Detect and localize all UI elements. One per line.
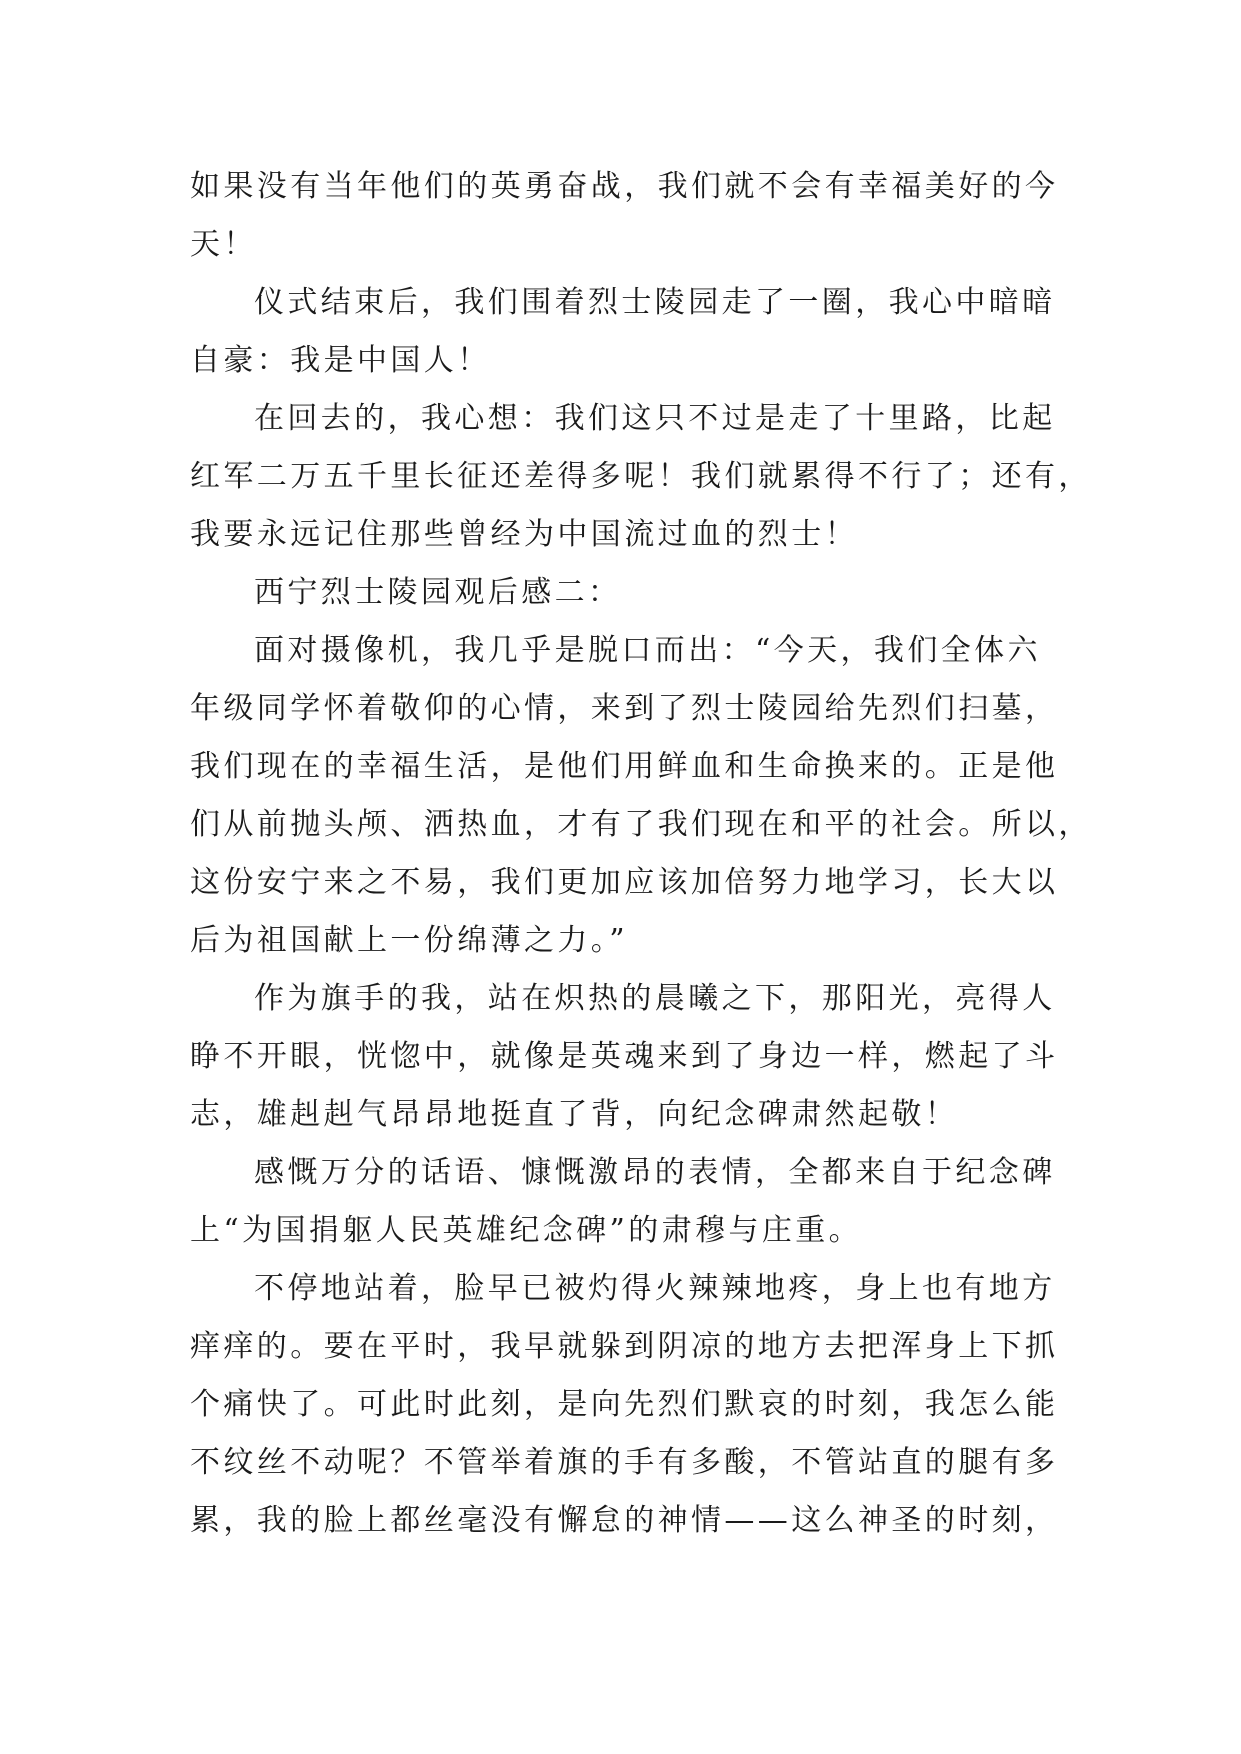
paragraph-start-line: 不停地站着，脸早已被灼得火辣辣地疼，身上也有地方 — [254, 1271, 1056, 1306]
text-line: 个痛快了。可此时此刻，是向先烈们默哀的时刻，我怎么能 — [190, 1387, 1059, 1422]
text-line: 痒痒的。要在平时，我早就躲到阴凉的地方去把浑身上下抓 — [190, 1329, 1059, 1364]
paragraph-start-line: 感慨万分的话语、慷慨激昂的表情，全都来自于纪念碑 — [254, 1155, 1056, 1190]
text-line: 我们现在的幸福生活，是他们用鲜血和生命换来的。正是他 — [190, 749, 1059, 784]
text-line: 志，雄赳赳气昂昂地挺直了背，向纪念碑肃然起敬！ — [190, 1097, 959, 1132]
paragraph-start-line: 面对摄像机，我几乎是脱口而出：“今天，我们全体六 — [254, 633, 1041, 668]
text-line: 累，我的脸上都丝毫没有懈怠的神情——这么神圣的时刻， — [190, 1503, 1059, 1538]
text-line: 如果没有当年他们的英勇奋战，我们就不会有幸福美好的今 — [190, 169, 1059, 204]
text-line: 后为祖国献上一份绵薄之力。” — [190, 923, 628, 958]
text-line: 这份安宁来之不易，我们更加应该加倍努力地学习，长大以 — [190, 865, 1059, 900]
text-line: 睁不开眼，恍惚中，就像是英魂来到了身边一样，燃起了斗 — [190, 1039, 1059, 1074]
text-line: 我要永远记住那些曾经为中国流过血的烈士！ — [190, 517, 858, 552]
text-line: 不纹丝不动呢？不管举着旗的手有多酸，不管站直的腿有多 — [190, 1445, 1059, 1480]
text-line: 年级同学怀着敬仰的心情，来到了烈士陵园给先烈们扫墓， — [190, 691, 1059, 726]
paragraph-start-line: 仪式结束后，我们围着烈士陵园走了一圈，我心中暗暗 — [254, 285, 1056, 320]
text-line: 红军二万五千里长征还差得多呢！我们就累得不行了；还有， — [190, 459, 1092, 494]
text-line: 们从前抛头颅、洒热血，才有了我们现在和平的社会。所以， — [190, 807, 1092, 842]
essay-body — [190, 158, 1092, 1550]
paragraph-start-line: 作为旗手的我，站在炽热的晨曦之下，那阳光，亮得人 — [254, 981, 1056, 1016]
text-line: 天！ — [190, 227, 257, 262]
section-heading-line: 西宁烈士陵园观后感二： — [254, 575, 622, 610]
text-line: 上“为国捐躯人民英雄纪念碑”的肃穆与庄重。 — [190, 1213, 863, 1248]
paragraph-start-line: 在回去的，我心想：我们这只不过是走了十里路，比起 — [254, 401, 1056, 436]
text-line: 自豪：我是中国人！ — [190, 343, 491, 378]
